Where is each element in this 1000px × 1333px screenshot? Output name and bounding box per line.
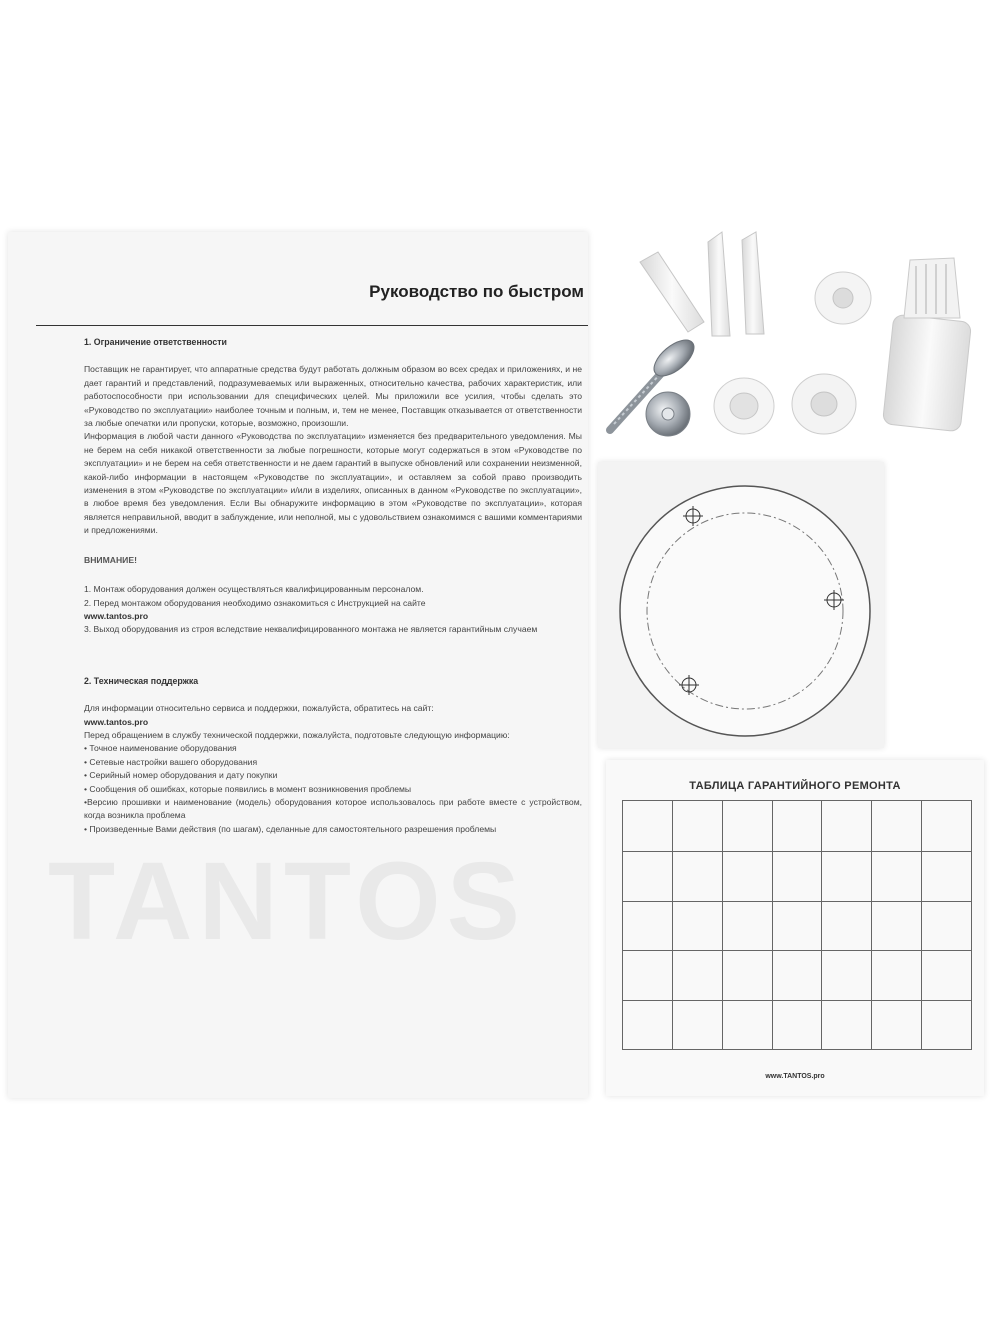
section1-paragraph-2: Информация в любой части данного «Руководства по эксплуатации» изменяется без предварительного уведомления. Мы не берем на себя никакой ответственности за любые погрешности, которые могут содержаться в этом «Руководстве по эксплуатации» и не берем на себя ответственности и не даем гарантий в выпуске обновлений или сохранении неизменной, какой-либо информации в настоящем «Руководстве по эксплуатации», и оставляем за собой право производить изменения в этом «Руководстве по эксплуатации» и/или в изделиях, описанных в данном «Руководстве по эксплуатации», в любое время без уведомления. Если Вы обнаружите информацию в этом «Руководстве по эксплуатации», которая является неправильной, вводит в заблуждение, или неполной, мы с удовольствием ознакомимся с вашими комментариями и предложениями. xyxy=(84,431,582,536)
table-row xyxy=(623,951,972,1001)
table-header-cell xyxy=(772,801,822,852)
table-row xyxy=(623,852,972,902)
drilling-template xyxy=(598,462,884,748)
warning-item-3: 3. Выход оборудования из строя вследствие неквалифицированного монтажа не является гарантийным случаем xyxy=(84,624,538,635)
cleaning-brush-icon xyxy=(882,258,971,432)
plastic-ring-icon xyxy=(714,378,774,434)
manual-body xyxy=(84,332,582,836)
table-row xyxy=(623,901,972,951)
plastic-ring-icon xyxy=(792,374,856,434)
plastic-ring-icon xyxy=(815,272,871,324)
section1-heading: 1. Ограничение ответственности xyxy=(84,337,227,347)
mounting-hardware xyxy=(592,218,992,458)
section2-item: • Произведенные Вами действия (по шагам), сделанные для самостоятельного разрешения проблемы xyxy=(84,823,497,834)
section2-paragraph: Перед обращением в службу технической поддержки, пожалуйста, подготовьте следующую информацию: xyxy=(84,729,510,740)
table-row xyxy=(623,801,972,852)
section2-item: • Точное наименование оборудования xyxy=(84,743,237,754)
warning-label: ВНИМАНИЕ! xyxy=(84,554,137,565)
section2-url: www.tantos.pro xyxy=(84,716,149,727)
section2-item: • Сетевые настройки вашего оборудования xyxy=(84,756,258,767)
warranty-card-url: www.TANTOS.pro xyxy=(765,1073,825,1080)
manual-title: Руководство по быстром xyxy=(369,282,584,301)
warranty-card xyxy=(606,760,984,1096)
watermark: TANTOS xyxy=(48,840,527,963)
section2-item: •Версию прошивки и наименование (модель) оборудования которое использовалось при работе вместе с устройством, когда возникла проблема xyxy=(84,796,582,821)
section2-item: • Серийный номер оборудования и дату покупки xyxy=(84,770,278,781)
warranty-card-title: ТАБЛИЦА ГАРАНТИЙНОГО РЕМОНТА xyxy=(689,780,901,792)
table-header-cell xyxy=(872,801,922,852)
section2-list xyxy=(84,742,582,836)
warning-item-2: 2. Перед монтажом оборудования необходимо ознакомиться с Инструкцией на сайте xyxy=(84,597,426,608)
section2-heading: 2. Техническая поддержка xyxy=(84,675,199,686)
table-row xyxy=(623,1000,972,1050)
template-drawing xyxy=(598,462,884,748)
table-header-cell xyxy=(822,801,872,852)
section1-paragraph-1: Поставщик не гарантирует, что аппаратные средства будут работать должным образом во всех средах и приложениях, и не дает гарантий и представлений, подразумеваемых или выраженных, относительно качества, рабочих характеристик, или работоспособности при использовании для специфических целей. Мы приложили все усилия, чтобы сделать это «Руководство по эксплуатации» наиболее точным и полным, и, тем не менее, Поставщик отказывается от ответственности за любые опечатки или пропуски, которые, возможно, произошли. xyxy=(84,364,582,429)
section2-intro: Для информации относительно сервиса и поддержки, пожалуйста, обратитесь на сайт: xyxy=(84,703,434,714)
section2-item: • Сообщения об ошибках, которые появились в момент возникновения проблемы xyxy=(84,783,412,794)
wall-plug-icon xyxy=(708,232,730,336)
table-header-cell xyxy=(672,801,722,852)
warning-url: www.tantos.pro xyxy=(84,610,149,621)
table-header-cell xyxy=(722,801,772,852)
warning-item-1: 1. Монтаж оборудования должен осуществляться квалифицированным персоналом. xyxy=(84,584,424,595)
wall-plug-icon xyxy=(640,252,704,332)
title-rule xyxy=(36,325,588,326)
table-header-cell xyxy=(922,801,972,852)
table-header-cell xyxy=(623,801,673,852)
metal-washer-icon xyxy=(646,392,690,436)
manual-sheet xyxy=(8,232,588,1098)
wall-plug-icon xyxy=(742,232,764,334)
warranty-table xyxy=(622,800,972,1050)
